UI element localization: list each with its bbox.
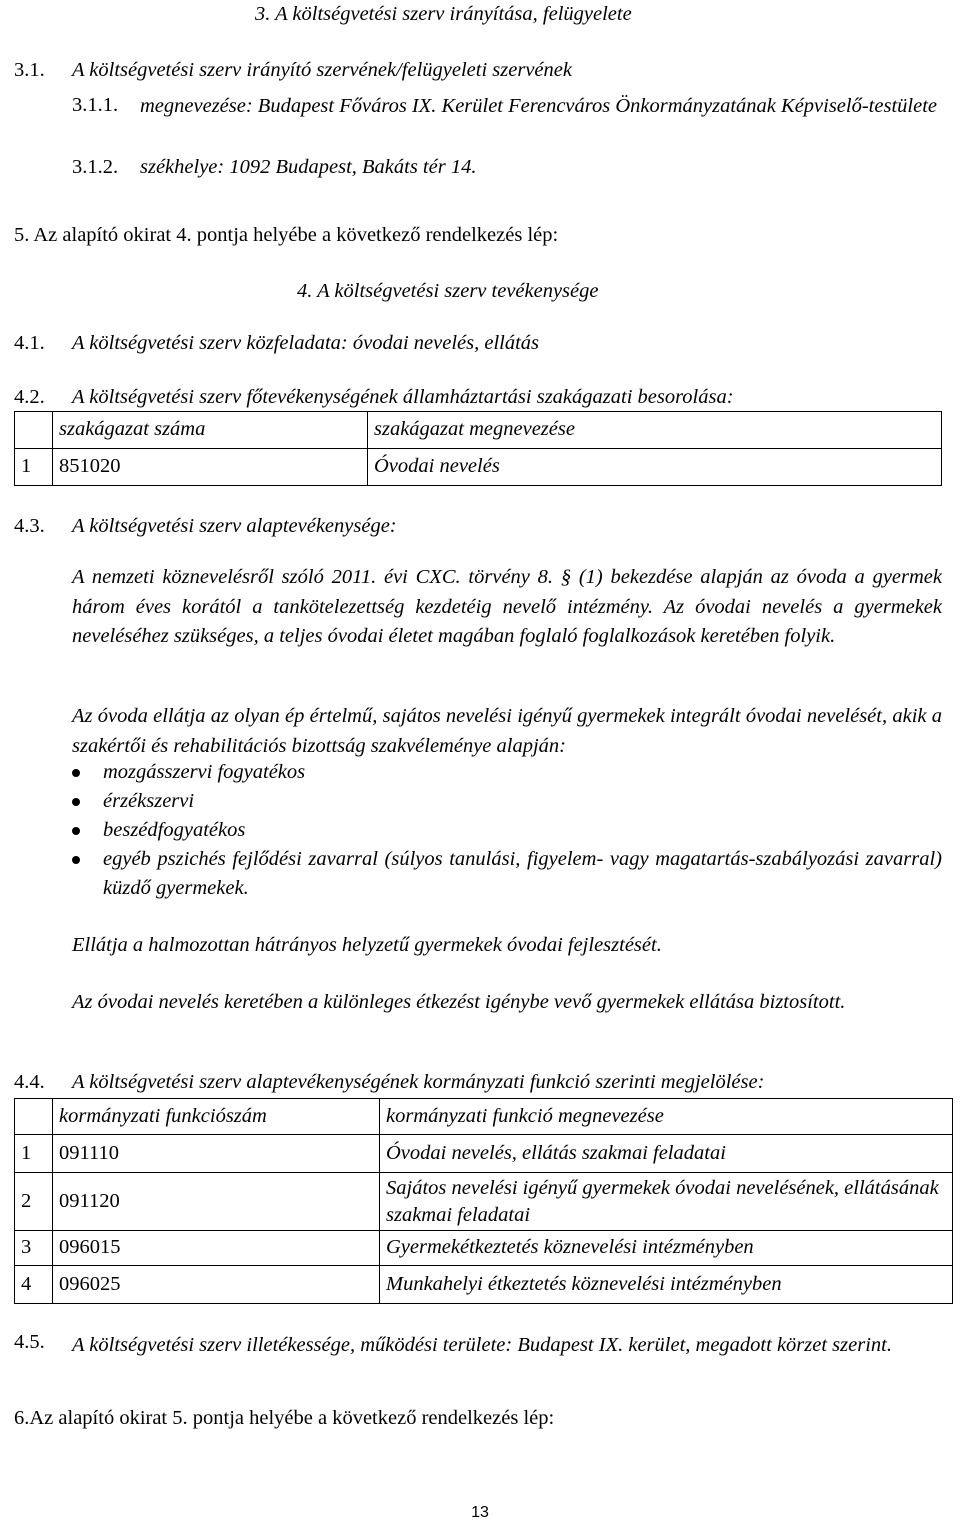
section-3-1-number: 3.1. xyxy=(14,59,45,81)
paragraph-special-diet: Az óvodai nevelés keretében a különleges étkezést igénybe vevő gyermekek ellátása biztosított. xyxy=(72,991,846,1013)
section-4-5-number: 4.5. xyxy=(14,1331,45,1353)
amendment-5: 5. Az alapító okirat 4. pontja helyébe a következő rendelkezés lép: xyxy=(14,224,559,246)
function-table xyxy=(14,1098,953,1304)
table-cell xyxy=(15,1099,53,1135)
list-item: mozgásszervi fogyatékos xyxy=(72,758,942,787)
condition-list xyxy=(72,758,942,903)
list-item: egyéb pszichés fejlődési zavarral (súlyos tanulási, figyelem- vagy magatartás-szabályozási zavarral) küzdő gyermekek. xyxy=(72,845,942,903)
table-cell: 1 xyxy=(15,449,53,486)
table-row xyxy=(15,449,942,486)
table-cell: Óvodai nevelés xyxy=(368,449,942,486)
paragraph-legal-basis: A nemzeti köznevelésről szóló 2011. évi CXC. törvény 8. § (1) bekezdése alapján az óvoda a gyermek három éves korától a tankötelezettség kezdetéig nevelő intézmény. Az óvodai nevelés a gyermekek neveléséhez szükséges, a teljes óvodai életet magában foglaló foglalkozások keretében folyik. xyxy=(72,566,942,647)
section-4-3-text: A költségvetési szerv alaptevékenysége: xyxy=(72,515,397,537)
amendment-6: 6.Az alapító okirat 5. pontja helyébe a következő rendelkezés lép: xyxy=(14,1407,555,1429)
list-item: beszédfogyatékos xyxy=(72,816,942,845)
table-header-row xyxy=(15,1099,953,1135)
section-4-2-text: A költségvetési szerv főtevékenységének államháztartási szakágazati besorolása: xyxy=(72,386,734,408)
section-4-5-text: A költségvetési szerv illetékessége, működési területe: Budapest IX. kerület, megadott körzet szerint. xyxy=(72,1334,892,1356)
list-item: érzékszervi xyxy=(72,787,942,816)
table-cell xyxy=(15,412,53,449)
table-header-row xyxy=(15,412,942,449)
section-4-3-number: 4.3. xyxy=(14,515,45,537)
section-4-1-number: 4.1. xyxy=(14,332,45,354)
table-cell: 096015 xyxy=(53,1231,380,1266)
section-4-heading: 4. A költségvetési szerv tevékenysége xyxy=(297,280,599,302)
section-4-1-text: A költségvetési szerv közfeladata: óvodai nevelés, ellátás xyxy=(72,332,540,354)
page-number: 13 xyxy=(471,1504,489,1521)
section-4-4-text: A költségvetési szerv alaptevékenységének kormányzati funkció szerinti megjelölése: xyxy=(72,1071,765,1093)
section-3-1-2-text: székhelye: 1092 Budapest, Bakáts tér 14. xyxy=(140,156,477,178)
table-cell: 3 xyxy=(15,1231,53,1266)
classification-table xyxy=(14,411,942,486)
table-cell: Gyermekétkeztetés köznevelési intézményben xyxy=(380,1231,953,1266)
table-row xyxy=(15,1231,953,1266)
section-3-1-1-text: megnevezése: Budapest Főváros IX. Kerület Ferencváros Önkormányzatának Képviselő-testülete xyxy=(140,95,937,117)
table-cell: Sajátos nevelési igényű gyermekek óvodai nevelésének, ellátásának szakmai feladatai xyxy=(380,1173,953,1231)
table-header-cell: kormányzati funkció megnevezése xyxy=(380,1099,953,1135)
table-cell: 091120 xyxy=(53,1173,380,1231)
table-cell: 2 xyxy=(15,1173,53,1231)
table-row xyxy=(15,1173,953,1231)
table-cell: Munkahelyi étkeztetés köznevelési intézményben xyxy=(380,1266,953,1304)
table-cell: 1 xyxy=(15,1135,53,1173)
section-3-1-1-number: 3.1.1. xyxy=(72,94,119,116)
table-cell: Óvodai nevelés, ellátás szakmai feladatai xyxy=(380,1135,953,1173)
section-3-heading: 3. A költségvetési szerv irányítása, felügyelete xyxy=(255,3,632,25)
section-3-1-2-number: 3.1.2. xyxy=(72,156,119,178)
paragraph-disadvantaged: Ellátja a halmozottan hátrányos helyzetű gyermekek óvodai fejlesztését. xyxy=(72,934,662,956)
table-cell: 091110 xyxy=(53,1135,380,1173)
section-4-2-number: 4.2. xyxy=(14,386,45,408)
table-header-cell: szakágazat megnevezése xyxy=(368,412,942,449)
table-cell: 4 xyxy=(15,1266,53,1304)
section-4-4-number: 4.4. xyxy=(14,1071,45,1093)
table-row xyxy=(15,1135,953,1173)
table-header-cell: szakágazat száma xyxy=(53,412,368,449)
table-row xyxy=(15,1266,953,1304)
table-cell: 851020 xyxy=(53,449,368,486)
table-header-cell: kormányzati funkciószám xyxy=(53,1099,380,1135)
table-cell: 096025 xyxy=(53,1266,380,1304)
paragraph-integration: Az óvoda ellátja az olyan ép értelmű, sajátos nevelési igényű gyermekek integrált óvodai nevelését, akik a szakértői és rehabilitációs bizottság szakvéleménye alapján: xyxy=(72,705,942,757)
section-3-1-text: A költségvetési szerv irányító szervének/felügyeleti szervének xyxy=(72,59,572,81)
